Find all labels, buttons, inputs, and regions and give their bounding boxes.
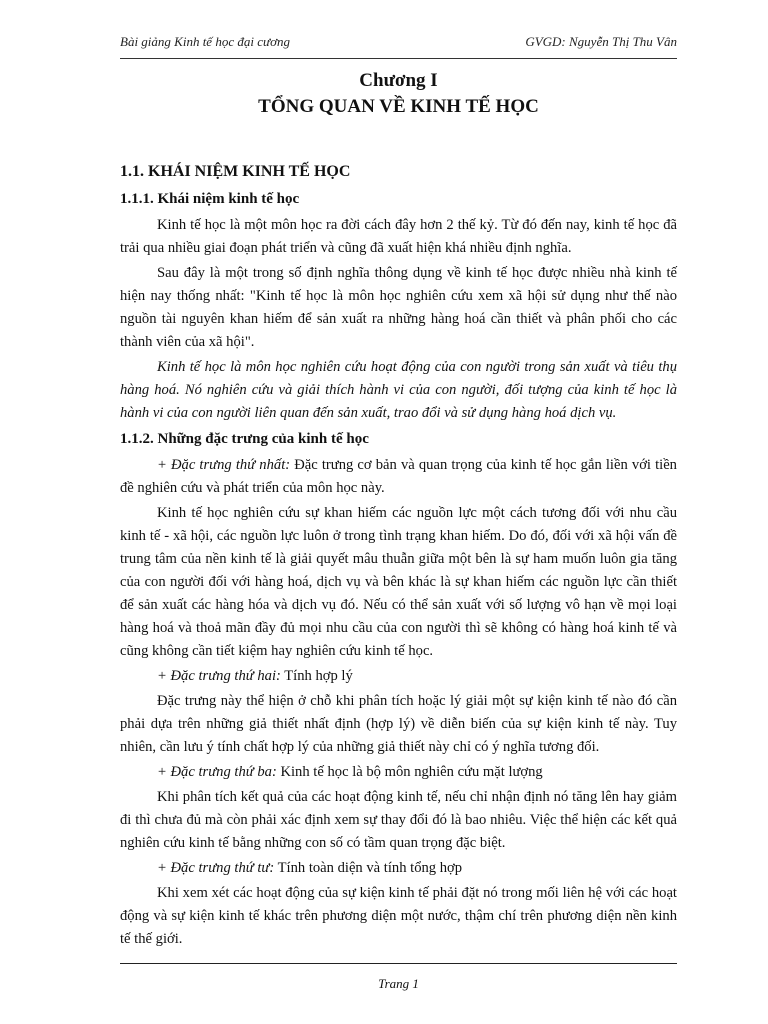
feature-label: + Đặc trưng thứ tư:: [157, 860, 275, 876]
paragraph: Khi xem xét các hoạt động của sự kiện kinh tế phải đặt nó trong mối liên hệ với các hoạt động và sự kiện kinh tế khác trên phương diện một nước, thậm chí trên phương diện nền kinh tế thế giới.: [120, 885, 677, 947]
paragraph: Khi phân tích kết quả của các hoạt động kinh tế, nếu chỉ nhận định nó tăng lên hay giảm đi thì chưa đủ mà còn phải xác định xem sự thay đổi đó là bao nhiêu. Việc thể hiện các kết quả nghiên cứu kinh tế bằng những con số có tầm quan trọng đặc biệt.: [120, 789, 677, 851]
subsection-heading: 1.1.1. Khái niệm kinh tế học: [120, 191, 300, 207]
page-number: Trang 1: [378, 976, 419, 991]
paragraph: Sau đây là một trong số định nghĩa thông dụng về kinh tế học được nhiều nhà kinh tế hiện nay thống nhất: "Kinh tế học là môn học nghiên cứu xem xã hội sử dụng như thế nào nguồn tài nguyên khan hiếm để sản xuất ra những hàng hoá cần thiết và phân phối cho các thành viên của xã hội".: [120, 265, 677, 350]
document-body: [120, 160, 677, 953]
feature-item: [120, 665, 677, 688]
feature-item: [120, 761, 677, 784]
header-course-title: Bài giảng Kinh tế học đại cương: [120, 34, 291, 49]
footer-divider: [120, 963, 677, 964]
feature-label: + Đặc trưng thứ nhất:: [157, 457, 291, 473]
feature-label: + Đặc trưng thứ ba:: [157, 764, 277, 780]
chapter-title: TỔNG QUAN VỀ KINH TẾ HỌC: [258, 96, 539, 117]
feature-text: Tính toàn diện và tính tổng hợp: [274, 860, 463, 876]
header-divider: [120, 58, 677, 59]
running-header: [120, 34, 677, 54]
feature-label: + Đặc trưng thứ hai:: [157, 668, 281, 684]
header-lecturer: GVGD: Nguyễn Thị Thu Vân: [525, 34, 677, 49]
chapter-number: Chương I: [359, 70, 438, 91]
section-heading: 1.1. KHÁI NIỆM KINH TẾ HỌC: [120, 163, 351, 180]
feature-text: Đặc trưng cơ bản và quan trọng của kinh tế học gắn liền với tiền đề nghiên cứu và phát triển của môn học này.: [120, 457, 677, 496]
feature-text: Tính hợp lý: [280, 668, 353, 684]
feature-text: Kinh tế học là bộ môn nghiên cứu mặt lượng: [276, 764, 543, 780]
subsection-heading: 1.1.2. Những đặc trưng của kinh tế học: [120, 431, 369, 447]
paragraph: Kinh tế học là một môn học ra đời cách đây hơn 2 thế kỷ. Từ đó đến nay, kinh tế học đã trải qua nhiều giai đoạn phát triển và cũng đã xuất hiện khá nhiều định nghĩa.: [120, 217, 677, 256]
feature-item: [120, 857, 677, 880]
paragraph: Kinh tế học nghiên cứu sự khan hiếm các nguồn lực một cách tương đối với nhu cầu kinh tế - xã hội, các nguồn lực luôn ở trong tình trạng khan hiếm. Do đó, đối với xã hội vấn đề trung tâm của nền kinh tế là giải quyết mâu thuẫn giữa một bên là sự ham muốn luôn gia tăng của con người đối với hàng hoá, dịch vụ và bên khác là sự khan hiếm các nguồn lực cần thiết để sản xuất các hàng hóa và dịch vụ đó. Nếu có thể sản xuất với số lượng vô hạn về mọi loại hàng hoá và thoả mãn đầy đủ mọi nhu cầu của con người thì sẽ không có hàng hoá kinh tế và cũng không cần tiết kiệm hay nghiên cứu kinh tế học.: [120, 505, 677, 659]
paragraph: Đặc trưng này thể hiện ở chỗ khi phân tích hoặc lý giải một sự kiện kinh tế nào đó cần phải dựa trên những giả thiết nhất định (hợp lý) về diễn biến của sự kiện kinh tế này. Tuy nhiên, cần lưu ý tính chất hợp lý của những giả thiết này chỉ có ý nghĩa tương đối.: [120, 693, 677, 755]
paragraph-italic-definition: Kinh tế học là môn học nghiên cứu hoạt động của con người trong sản xuất và tiêu thụ hàng hoá. Nó nghiên cứu và giải thích hành vi của con người, đối tượng của kinh tế học là hành vi của con người liên quan đến sản xuất, trao đổi và sử dụng hàng hoá dịch vụ.: [120, 359, 677, 421]
feature-item: [120, 454, 677, 500]
